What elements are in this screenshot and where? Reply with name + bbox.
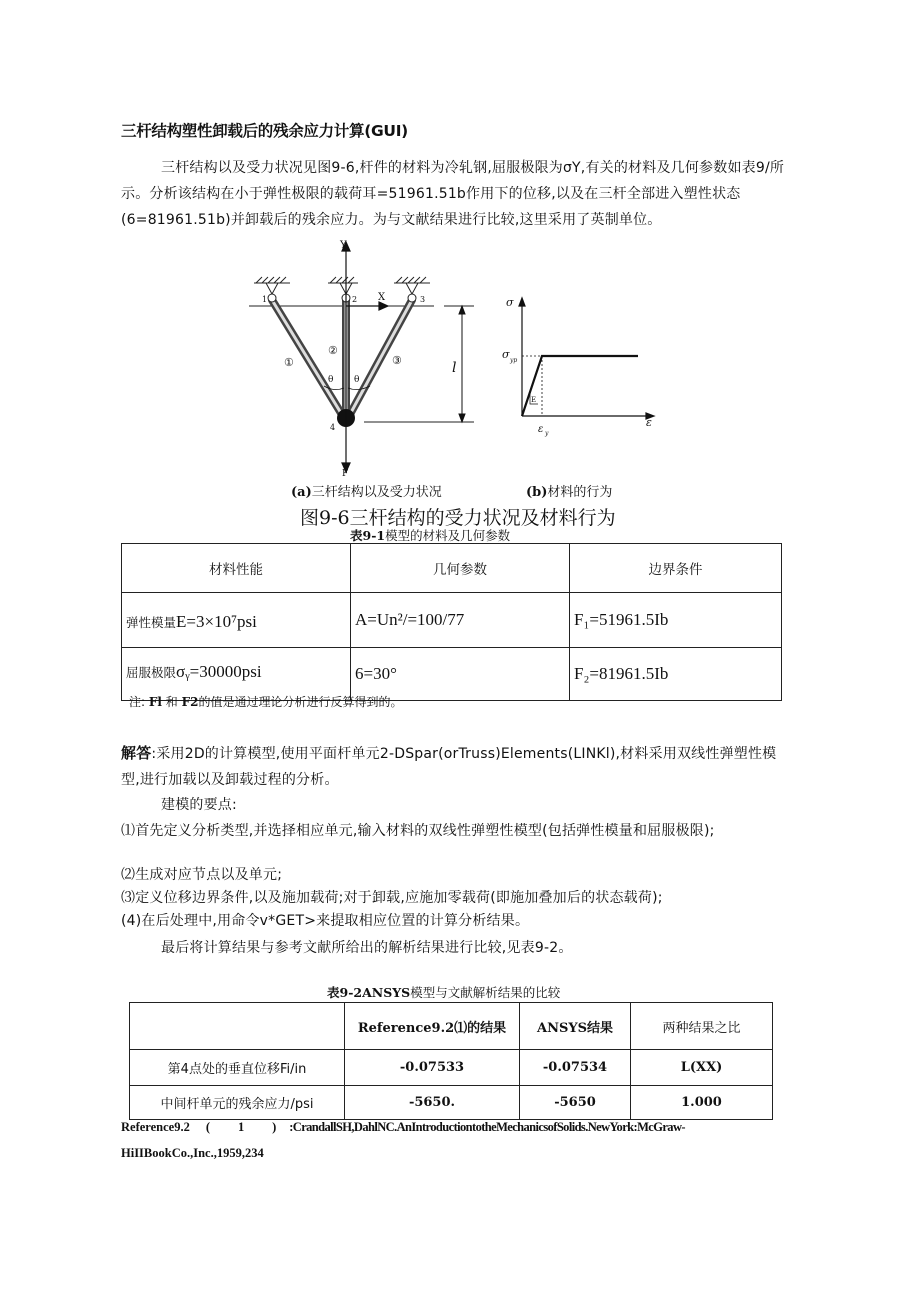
- force-label: F: [342, 469, 349, 476]
- node3-label: 3: [420, 295, 426, 304]
- table2-cell: L(XX): [631, 1050, 773, 1086]
- table2-header-reference: Reference9.2⑴的结果: [345, 1003, 520, 1050]
- node1-label: 1: [262, 295, 268, 304]
- node2-label: 2: [352, 295, 358, 304]
- sigma-label: σ: [506, 296, 514, 309]
- bar1-label: ①: [284, 356, 294, 369]
- table1-row: [122, 593, 782, 648]
- sigma-y-label: σ: [502, 348, 510, 361]
- table1-header-boundary: 边界条件: [570, 544, 782, 593]
- table2-row: [130, 1086, 773, 1120]
- force1-value: F₁=51961.5Ib: [570, 593, 782, 648]
- table2-cell: -0.07533: [345, 1050, 520, 1086]
- note-and: 和: [165, 695, 178, 709]
- bar3-label: ③: [392, 354, 402, 367]
- material-curve: [500, 288, 660, 438]
- closing-paragraph: 最后将计算结果与参考文献所给出的解析结果进行比较,见表9-2。: [161, 940, 573, 956]
- sub-caption-b-tag: (b): [526, 485, 548, 500]
- x-axis-label: X: [378, 292, 386, 303]
- theta-right-label: θ: [354, 375, 360, 385]
- eps-y-label: ε: [538, 424, 544, 435]
- yield-value: σᵧ=30000psi: [176, 662, 262, 681]
- step-2: ⑵生成对应节点以及单元;: [121, 867, 283, 883]
- reference-tag: Reference9.2: [121, 1120, 190, 1134]
- epsilon-label: ε: [646, 416, 652, 429]
- length-label: l: [452, 360, 457, 376]
- table2-caption-tag: 表9-2ANSYS: [327, 985, 411, 1000]
- table2-cell: 1.000: [631, 1086, 773, 1120]
- modulus-value: E=3×10⁷psi: [176, 612, 257, 631]
- figure-title: 图9-6三杆结构的受力状况及材料行为: [300, 507, 616, 529]
- table2-cell: -5650.: [345, 1086, 520, 1120]
- solution-text: :采用2D的计算模型,使用平面杆单元2-DSpar(orTruss)Elements(LINKl),材料采用双线性弹塑性模型,进行加载以及卸载过程的分析。: [121, 746, 777, 788]
- table1-header-geometry: 几何参数: [351, 544, 570, 593]
- solution-lead: 解答: [121, 744, 152, 762]
- modulus-label: E: [531, 396, 537, 404]
- table2-cell: -0.07534: [520, 1050, 631, 1086]
- node4-label: 4: [330, 423, 336, 432]
- y-axis-label: Y: [340, 240, 347, 251]
- modulus-label-cell: 弹性模量: [126, 615, 177, 630]
- table1-cell: [122, 593, 351, 648]
- step-3: ⑶定义位移边界条件,以及施加载荷;对于卸载,应施加零载荷(即施加叠加后的状态载荷);: [121, 890, 663, 906]
- table1-note: [129, 693, 403, 710]
- reference-number: 1: [237, 1120, 245, 1134]
- table2-cell: 第4点处的垂直位移Fi/in: [130, 1050, 345, 1086]
- sub-caption-a-text: 三杆结构以及受力状况: [311, 485, 442, 500]
- step-1: ⑴首先定义分析类型,并选择相应单元,输入材料的双线性弹塑性模型(包括弹性模量和屈服极限);: [121, 823, 715, 839]
- theta-left-label: θ: [328, 375, 334, 385]
- table2-row: [130, 1050, 773, 1086]
- sub-caption-b: [526, 481, 612, 500]
- yield-label-cell: 屈服极限: [126, 665, 177, 680]
- table2-caption-text: 模型与文献解析结果的比较: [410, 985, 561, 1000]
- table2-header-ratio: 两种结果之比: [631, 1003, 773, 1050]
- truss-figure: [244, 236, 492, 476]
- table1-caption-tag: 表9-1: [350, 528, 386, 543]
- reference-line-2: HiIIBookCo.,Inc.,1959,234: [121, 1146, 264, 1160]
- intro-paragraph: 三杆结构以及受力状况见图9-6,杆件的材料为冷轧钢,屈服极限为σY,有关的材料及几何参数如表9/所示。分析该结构在小于弹性极限的载荷耳=51961.51b作用下的位移,以及在三杆全部进入塑性状态(6=81961.51b)并卸载后的残余应力。为与文献结果进行比较,这里采用了英制单位。: [121, 160, 785, 228]
- table1-caption: [350, 526, 510, 544]
- table2-header-empty: [130, 1003, 345, 1050]
- sub-caption-a-tag: (a): [291, 485, 312, 500]
- note-rest: 的值是通过理论分析进行反算得到的。: [198, 695, 403, 709]
- sub-caption-a: [291, 481, 442, 500]
- comparison-table: [129, 1002, 773, 1120]
- reference-line-1: [121, 1120, 786, 1135]
- solution-paragraph: [121, 740, 786, 793]
- table2-cell: 中间杆单元的残余应力/psi: [130, 1086, 345, 1120]
- force2-value: F₂=81961.5Ib: [570, 648, 782, 701]
- note-f1: Fl: [148, 695, 162, 709]
- angle-value: 6=30°: [351, 648, 570, 701]
- sub-caption-b-text: 材料的行为: [547, 485, 613, 500]
- modeling-points-title: 建模的要点:: [161, 797, 237, 813]
- reference-paren-open: (: [205, 1120, 211, 1134]
- table1-header-material: 材料性能: [122, 544, 351, 593]
- sigma-y-sub: yp: [510, 357, 518, 364]
- section-heading: 三杆结构塑性卸载后的残余应力计算(GUI): [121, 122, 408, 140]
- note-prefix: 注:: [129, 695, 146, 709]
- table2-header-ansys: ANSYS结果: [520, 1003, 631, 1050]
- note-f2: F2: [181, 695, 199, 709]
- bar2-label: ②: [328, 344, 338, 357]
- table1-caption-text: 模型的材料及几何参数: [385, 528, 511, 543]
- step-4: (4)在后处理中,用命令v*GET>来提取相应位置的计算分析结果。: [121, 913, 530, 929]
- table1-header-row: [122, 544, 782, 593]
- table2-header-row: [130, 1003, 773, 1050]
- area-value: A=Un²/=100/77: [351, 593, 570, 648]
- reference-citation: :CrandallSH,DahlNC.AnIntroductiontotheMechanicsofSolids.NewYork:McGraw-: [289, 1120, 685, 1134]
- eps-y-sub: y: [545, 430, 549, 437]
- table2-caption: [327, 983, 560, 1001]
- parameters-table: [121, 543, 782, 701]
- reference-paren-close: ): [272, 1120, 277, 1134]
- table2-cell: -5650: [520, 1086, 631, 1120]
